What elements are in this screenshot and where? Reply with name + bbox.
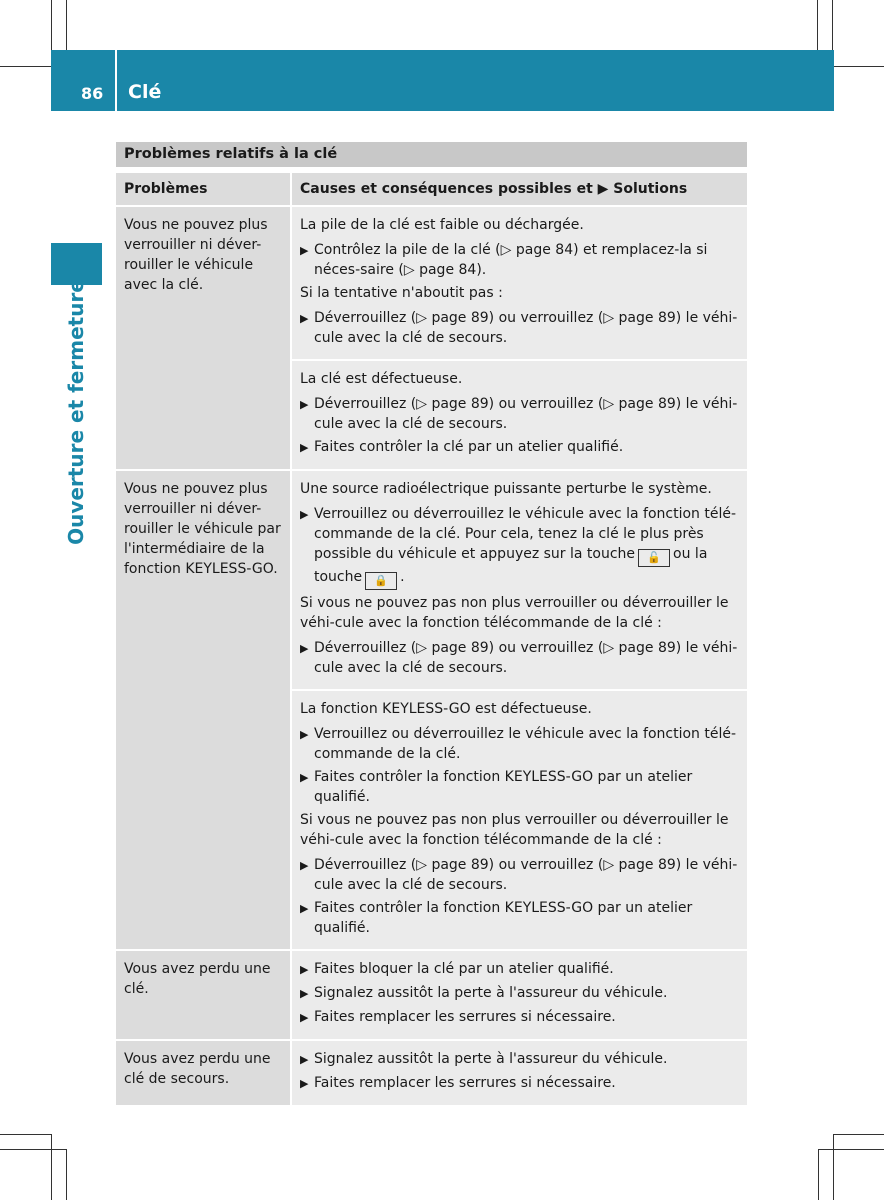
- page-header: [51, 50, 834, 111]
- triangle-bullet-icon: ▶: [300, 398, 309, 411]
- crop-mark: [818, 1149, 819, 1200]
- table-row: [116, 471, 747, 949]
- triangle-bullet-icon: ▶: [300, 728, 309, 741]
- crop-mark: [834, 66, 884, 67]
- crop-mark: [51, 0, 52, 50]
- crop-mark: [833, 1134, 834, 1200]
- header-divider: [115, 50, 117, 111]
- triangle-bullet-icon: ▶: [300, 771, 309, 784]
- crop-mark: [817, 0, 818, 50]
- triangle-bullet-icon: ▶: [300, 244, 309, 257]
- column-header-problems: Problèmes: [116, 173, 290, 205]
- problem-cell: Vous avez perdu une clé de secours.: [116, 1041, 290, 1105]
- cause-text: La fonction KEYLESS-GO est défectueuse.: [300, 701, 592, 717]
- section-label: Ouverture et fermeture: [64, 279, 88, 545]
- cause-block: [292, 361, 747, 469]
- triangle-bullet-icon: ▶: [300, 441, 309, 454]
- troubleshooting-table: [116, 142, 747, 1105]
- solution-item: ▶ Faites bloquer la clé par un atelier qualifié.: [300, 959, 741, 980]
- cause-block: [292, 1041, 747, 1105]
- cause-block: [292, 691, 747, 949]
- solution-item: ▶ Faites remplacer les serrures si nécessaire.: [300, 1007, 741, 1028]
- problem-cell: Vous ne pouvez plus verrouiller ni déver-rouiller le véhicule par l'intermédiaire de la fonction KEYLESS-GO.: [116, 471, 290, 949]
- cause-text: La clé est défectueuse.: [300, 371, 463, 387]
- page-number: 86: [81, 84, 104, 103]
- cause-text: La pile de la clé est faible ou déchargée.: [300, 217, 584, 233]
- cause-text: Une source radioélectrique puissante perturbe le système.: [300, 481, 712, 497]
- solution-item: ▶ Faites contrôler la clé par un atelier qualifié.: [300, 437, 741, 458]
- table-row: [116, 951, 747, 1039]
- note-text: Si vous ne pouvez pas non plus verrouiller ou déverrouiller le véhi-cule avec la fonction télécommande de la clé :: [300, 595, 729, 631]
- solution-item: ▶ Faites contrôler la fonction KEYLESS-GO par un atelier qualifié.: [300, 769, 693, 805]
- page-title: Clé: [128, 81, 162, 103]
- crop-mark: [0, 66, 51, 67]
- column-header-causes: Causes et conséquences possibles et ▶ Solutions: [292, 173, 747, 205]
- triangle-bullet-icon: ▶: [300, 642, 309, 655]
- solution-item: ▶ Déverrouillez (▷ page 89) ou verrouillez (▷ page 89) le véhi-cule avec la clé de secours.: [300, 640, 738, 676]
- note-text: Si la tentative n'aboutit pas :: [300, 285, 503, 301]
- cause-block: [292, 207, 747, 359]
- crop-mark: [66, 1149, 67, 1200]
- crop-mark: [833, 1134, 884, 1135]
- solution-item: ▶ Contrôlez la pile de la clé (▷ page 84) et remplacez-la si néces-saire (▷ page 84).: [300, 242, 708, 278]
- solution-item: ▶ Signalez aussitôt la perte à l'assureur du véhicule.: [300, 1049, 741, 1070]
- crop-mark: [832, 0, 833, 50]
- table-header-row: [116, 173, 747, 205]
- solution-item: ▶ Faites remplacer les serrures si nécessaire.: [300, 1073, 741, 1094]
- solution-item: ▶ Déverrouillez (▷ page 89) ou verrouillez (▷ page 89) le véhi-cule avec la clé de secours.: [300, 310, 738, 346]
- triangle-bullet-icon: ▶: [300, 1053, 309, 1066]
- triangle-bullet-icon: ▶: [300, 987, 309, 1000]
- solution-item: ▶ Verrouillez ou déverrouillez le véhicule avec la fonction télé-commande de la clé. Pour cela, tenez la clé le plus près possible du véhicule et appuyez sur la touche 🔓 ou la touche 🔒 .: [300, 504, 741, 590]
- solution-item: ▶ Verrouillez ou déverrouillez le véhicule avec la fonction télé-commande de la clé.: [300, 726, 737, 762]
- cause-block: [292, 951, 747, 1039]
- unlock-key-icon: 🔓: [638, 549, 670, 567]
- lock-key-icon: 🔒: [365, 572, 397, 590]
- solution-item: ▶ Signalez aussitôt la perte à l'assureur du véhicule.: [300, 983, 741, 1004]
- triangle-bullet-icon: ▶: [300, 1011, 309, 1024]
- triangle-bullet-icon: ▶: [300, 312, 309, 325]
- solution-item: ▶ Déverrouillez (▷ page 89) ou verrouillez (▷ page 89) le véhi-cule avec la clé de secours.: [300, 857, 738, 893]
- triangle-bullet-icon: ▶: [300, 508, 309, 521]
- crop-mark: [0, 1134, 51, 1135]
- crop-mark: [0, 1149, 66, 1150]
- solution-item: ▶ Faites contrôler la fonction KEYLESS-GO par un atelier qualifié.: [300, 900, 693, 936]
- triangle-bullet-icon: ▶: [300, 902, 309, 915]
- crop-mark: [818, 1149, 884, 1150]
- table-row: [116, 1041, 747, 1105]
- crop-mark: [51, 1134, 52, 1200]
- note-text: Si vous ne pouvez pas non plus verrouiller ou déverrouiller le véhi-cule avec la fonction télécommande de la clé :: [300, 812, 729, 848]
- crop-mark: [66, 0, 67, 50]
- cause-block: [292, 471, 747, 689]
- triangle-bullet-icon: ▶: [300, 1077, 309, 1090]
- table-row: [116, 207, 747, 469]
- triangle-bullet-icon: ▶: [300, 859, 309, 872]
- solution-item: ▶ Déverrouillez (▷ page 89) ou verrouillez (▷ page 89) le véhi-cule avec la clé de secours.: [300, 396, 738, 432]
- problem-cell: Vous ne pouvez plus verrouiller ni déver-rouiller le véhicule avec la clé.: [116, 207, 290, 469]
- table-title: Problèmes relatifs à la clé: [116, 142, 747, 167]
- problem-cell: Vous avez perdu une clé.: [116, 951, 290, 1039]
- triangle-bullet-icon: ▶: [300, 963, 309, 976]
